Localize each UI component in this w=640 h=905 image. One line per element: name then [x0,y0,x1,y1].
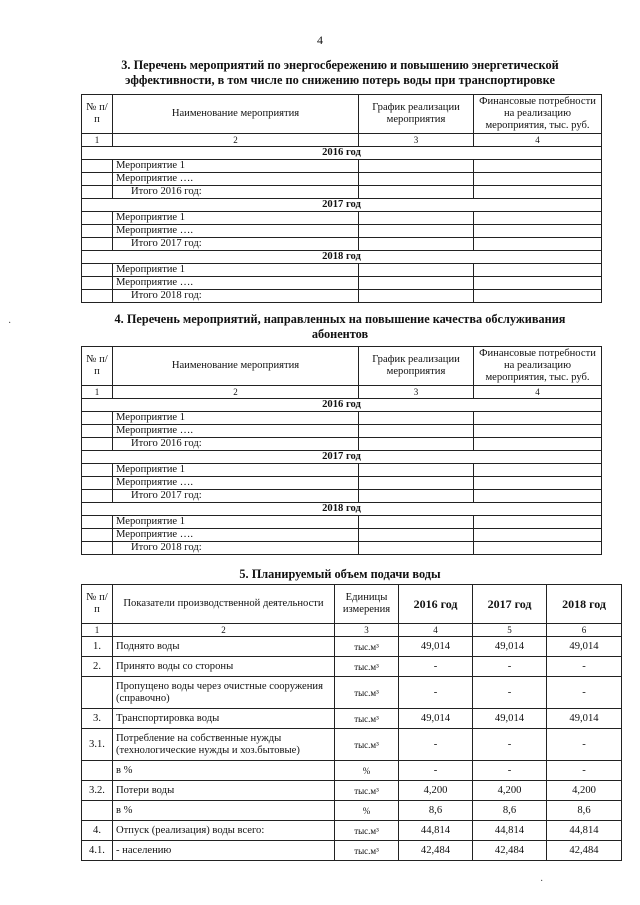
unit: тыс.м³ [335,781,399,801]
activity-header-row [82,347,602,386]
activity-financing [474,225,602,238]
activity-row [82,477,602,490]
row-number [82,238,113,251]
section4-title-line2: абонентов [311,327,369,341]
year-label: 2016 год [82,399,602,412]
activity-financing [474,438,602,451]
row-number [82,212,113,225]
activity-name: Мероприятие 1 [113,516,359,529]
value-2016: 4,200 [399,781,473,801]
header-number: № п/п [82,95,113,134]
activity-name: Мероприятие 1 [113,264,359,277]
section4-table [81,346,602,555]
row-number [82,290,113,303]
col-index: 6 [547,624,622,637]
indicator-name: Транспортировка воды [113,709,335,729]
activity-name: Мероприятие …. [113,225,359,238]
activity-schedule [359,490,474,503]
col-index: 3 [359,134,474,147]
row-number [82,677,113,709]
activity-financing [474,490,602,503]
activity-row [82,425,602,438]
activity-row [82,290,602,303]
activity-name: Мероприятие …. [113,277,359,290]
activity-financing [474,425,602,438]
activity-name: Итого 2017 год: [113,238,359,251]
col-index: 1 [82,624,113,637]
header-indicator: Показатели производственной деятельности [113,585,335,624]
indicator-name: Потери воды [113,781,335,801]
unit: тыс.м³ [335,709,399,729]
value-2016: 42,484 [399,841,473,861]
value-2017: - [473,761,547,781]
activity-name: Мероприятие 1 [113,212,359,225]
row-number [82,464,113,477]
header-financing: Финансовые потребности на реализацию мероприятия, тыс. руб. [474,347,602,386]
row-number [82,173,113,186]
section5-index-row [82,624,622,637]
header-number: № п/п [82,585,113,624]
activity-financing [474,477,602,490]
activity-name: Мероприятие …. [113,477,359,490]
row-number [82,186,113,199]
col-index: 1 [82,134,113,147]
indicator-name: в % [113,761,335,781]
table-row [82,841,622,861]
activity-schedule [359,238,474,251]
indicator-name: Пропущено воды через очистные сооружения (справочно) [113,677,335,709]
margin-mark: · [8,318,12,329]
activity-name: Итого 2018 год: [113,290,359,303]
unit: тыс.м³ [335,821,399,841]
activity-financing [474,516,602,529]
unit: тыс.м³ [335,729,399,761]
col-index: 4 [399,624,473,637]
activity-row [82,438,602,451]
value-2016: 8,6 [399,801,473,821]
col-index: 3 [359,386,474,399]
activity-financing [474,186,602,199]
activity-row [82,277,602,290]
activity-name: Мероприятие 1 [113,412,359,425]
activity-financing [474,412,602,425]
col-index: 5 [473,624,547,637]
row-number [82,277,113,290]
value-2017: 4,200 [473,781,547,801]
activity-index-row [82,134,602,147]
value-2016: - [399,677,473,709]
activity-row [82,464,602,477]
section5-header-row [82,585,622,624]
activity-schedule [359,477,474,490]
value-2016: - [399,657,473,677]
year-label: 2017 год [82,199,602,212]
value-2018: 42,484 [547,841,622,861]
value-2018: - [547,761,622,781]
row-number [82,412,113,425]
value-2018: 8,6 [547,801,622,821]
margin-mark: · [540,876,544,887]
activity-schedule [359,264,474,277]
year-row [82,251,602,264]
unit: % [335,761,399,781]
value-2016: - [399,761,473,781]
value-2017: 42,484 [473,841,547,861]
activity-name: Мероприятие 1 [113,160,359,173]
indicator-name: Принято воды со стороны [113,657,335,677]
row-number [82,761,113,781]
header-schedule: График реализации мероприятия [359,95,474,134]
value-2018: 44,814 [547,821,622,841]
activity-schedule [359,212,474,225]
indicator-name: Поднято воды [113,637,335,657]
section3-title-line2: эффективности, в том числе по снижению потерь воды при транспортировке [125,73,555,87]
col-index: 3 [335,624,399,637]
activity-financing [474,173,602,186]
row-number [82,438,113,451]
year-label: 2018 год [82,251,602,264]
activity-schedule [359,438,474,451]
activity-schedule [359,516,474,529]
value-2016: - [399,729,473,761]
value-2018: - [547,677,622,709]
activity-name: Итого 2017 год: [113,490,359,503]
activity-schedule [359,186,474,199]
activity-schedule [359,225,474,238]
activity-name: Мероприятие …. [113,425,359,438]
table-row [82,781,622,801]
row-number [82,264,113,277]
table-row [82,657,622,677]
row-number: 4.1. [82,841,113,861]
section4-title-line1: 4. Перечень мероприятий, направленных на повышение качества обслуживания [114,312,566,326]
unit: тыс.м³ [335,841,399,861]
row-number [82,529,113,542]
section3-title [60,58,620,88]
table-row [82,821,622,841]
activity-header-row [82,95,602,134]
table-row [82,709,622,729]
section5-table [81,584,622,861]
year-row [82,451,602,464]
activity-financing [474,212,602,225]
year-label: 2016 год [82,147,602,160]
page-number: 4 [317,33,323,47]
col-index: 2 [113,386,359,399]
indicator-name: в % [113,801,335,821]
activity-schedule [359,277,474,290]
year-row [82,199,602,212]
unit: % [335,801,399,821]
row-number: 3. [82,709,113,729]
activity-name: Итого 2016 год: [113,438,359,451]
activity-row [82,186,602,199]
row-number: 3.2. [82,781,113,801]
year-row [82,399,602,412]
activity-row [82,173,602,186]
table-row [82,801,622,821]
unit: тыс.м³ [335,657,399,677]
activity-financing [474,277,602,290]
activity-row [82,542,602,555]
activity-name: Мероприятие …. [113,529,359,542]
row-number: 3.1. [82,729,113,761]
table-row [82,729,622,761]
header-schedule: График реализации мероприятия [359,347,474,386]
col-index: 2 [113,134,359,147]
value-2018: - [547,729,622,761]
activity-financing [474,264,602,277]
row-number: 4. [82,821,113,841]
activity-schedule [359,160,474,173]
activity-financing [474,464,602,477]
row-number [82,490,113,503]
row-number [82,477,113,490]
header-financing: Финансовые потребности на реализацию мероприятия, тыс. руб. [474,95,602,134]
section3-title-line1: 3. Перечень мероприятий по энергосбережению и повышению энергетической [121,58,559,72]
activity-financing [474,290,602,303]
activity-name: Мероприятие …. [113,173,359,186]
activity-financing [474,160,602,173]
activity-schedule [359,425,474,438]
activity-name: Мероприятие 1 [113,464,359,477]
activity-schedule [359,412,474,425]
activity-schedule [359,464,474,477]
section4-title [60,312,620,342]
table-row [82,761,622,781]
row-number [82,801,113,821]
header-unit: Единицы измерения [335,585,399,624]
table-row [82,637,622,657]
header-year-2017: 2017 год [473,585,547,624]
header-activity-name: Наименование мероприятия [113,347,359,386]
value-2017: 49,014 [473,637,547,657]
col-index: 2 [113,624,335,637]
row-number [82,516,113,529]
value-2017: 8,6 [473,801,547,821]
activity-schedule [359,173,474,186]
activity-index-row [82,386,602,399]
value-2018: 49,014 [547,637,622,657]
section3-table [81,94,602,303]
activity-row [82,529,602,542]
value-2016: 44,814 [399,821,473,841]
activity-schedule [359,529,474,542]
indicator-name: Отпуск (реализация) воды всего: [113,821,335,841]
col-index: 4 [474,386,602,399]
value-2016: 49,014 [399,709,473,729]
table-row [82,677,622,709]
indicator-name: Потребление на собственные нужды (технологические нужды и хоз.бытовые) [113,729,335,761]
row-number [82,542,113,555]
row-number [82,225,113,238]
header-activity-name: Наименование мероприятия [113,95,359,134]
header-year-2018: 2018 год [547,585,622,624]
year-label: 2018 год [82,503,602,516]
activity-row [82,160,602,173]
value-2017: - [473,657,547,677]
value-2017: - [473,677,547,709]
value-2018: - [547,657,622,677]
value-2016: 49,014 [399,637,473,657]
activity-schedule [359,290,474,303]
header-year-2016: 2016 год [399,585,473,624]
activity-schedule [359,542,474,555]
year-row [82,503,602,516]
activity-row [82,212,602,225]
row-number: 1. [82,637,113,657]
activity-row [82,225,602,238]
activity-row [82,264,602,277]
col-index: 4 [474,134,602,147]
row-number [82,160,113,173]
activity-row [82,516,602,529]
value-2018: 49,014 [547,709,622,729]
unit: тыс.м³ [335,677,399,709]
activity-financing [474,238,602,251]
activity-name: Итого 2016 год: [113,186,359,199]
unit: тыс.м³ [335,637,399,657]
section5-title: 5. Планируемый объем подачи воды [239,567,441,581]
activity-financing [474,529,602,542]
year-label: 2017 год [82,451,602,464]
activity-row [82,238,602,251]
row-number [82,425,113,438]
value-2017: 49,014 [473,709,547,729]
row-number: 2. [82,657,113,677]
activity-row [82,490,602,503]
activity-name: Итого 2018 год: [113,542,359,555]
activity-financing [474,542,602,555]
year-row [82,147,602,160]
value-2017: - [473,729,547,761]
value-2017: 44,814 [473,821,547,841]
indicator-name: - населению [113,841,335,861]
col-index: 1 [82,386,113,399]
header-number: № п/п [82,347,113,386]
activity-row [82,412,602,425]
value-2018: 4,200 [547,781,622,801]
